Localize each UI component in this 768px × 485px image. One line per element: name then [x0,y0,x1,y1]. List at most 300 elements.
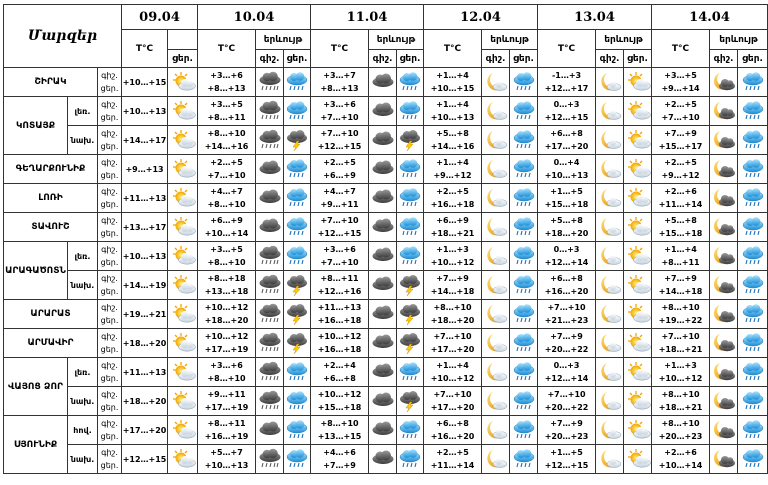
temp-night: +2…+5 [210,158,243,167]
sun-cloud-icon [171,100,195,122]
weather-cell-night [710,213,738,242]
temp-cell [538,155,596,184]
rain-icon [741,187,765,209]
rain-icon [512,216,536,238]
temp-cell [311,329,369,358]
temp-cell [652,184,710,213]
moon-icon [598,187,622,209]
weather-cell-day [624,126,652,155]
temp-day: +8…+10 [207,258,246,267]
temp-day: +16…+19 [204,432,249,441]
rain-icon [398,71,422,93]
temp-night: +7…+9 [550,419,583,428]
cloud-icon [258,158,282,180]
temp-day: +17…+19 [204,345,249,354]
temp-cell [198,242,256,271]
temp-day: +18…+20 [122,396,167,406]
temp-day: +20…+23 [544,432,589,441]
moon-icon [484,71,508,93]
moon-cloud-icon [712,245,736,267]
day-label: ցեր. [100,171,119,180]
cloud-icon [371,245,395,267]
weather-cell-night [482,271,510,300]
temp-cell [652,97,710,126]
weather-cell-day [397,184,424,213]
subregion-label: լեռ. [68,242,98,271]
moon-icon [598,390,622,412]
table-row [4,97,768,126]
region-name: ԼՈՌԻ [4,184,98,213]
sun-cloud-icon [171,274,195,296]
region-name: ՎԱՅՈՑ ՁՈՐ [4,358,68,416]
temp-cell [198,184,256,213]
weather-cell-night [256,155,284,184]
temp-night: +6…+8 [550,129,583,138]
weather-cell-night [710,155,738,184]
temp-night: +2…+5 [664,100,697,109]
temp-cell [424,184,482,213]
temp-cell [652,271,710,300]
sun-cloud-icon [626,332,650,354]
rain-icon [741,390,765,412]
temp-day: +14…+16 [204,142,249,151]
temp-day: +16…+18 [317,345,362,354]
temp-cell [311,97,369,126]
weather-cell-day [738,300,768,329]
day-label: ցեր. [100,403,119,412]
period-labels [98,68,122,97]
sun-cloud-icon [171,419,195,441]
weather-cell-night [369,126,397,155]
cloud-icon [258,216,282,238]
weather-cell-day [284,68,311,97]
weather-cell-day [284,387,311,416]
temp-cell [198,271,256,300]
night-label: գիշ. [101,158,118,167]
temp-day: +10…+14 [658,461,703,470]
thunder-icon [398,303,422,325]
region-name: ԿՈՏԱՅՔ [4,97,68,155]
day-subheader: ցեր. [510,50,538,68]
weather-cell-night [710,97,738,126]
sun-cloud-icon [626,448,650,470]
temp-night: +3…+6 [210,71,243,80]
weather-cell-night [596,68,624,97]
temp-night: +2…+5 [664,158,697,167]
sun-cloud-icon [626,303,650,325]
temp-night: +1…+4 [436,158,469,167]
weather-cell-night [369,155,397,184]
temp-day: +16…+20 [430,432,475,441]
table-row [4,155,768,184]
day-label: ցեր. [100,229,119,238]
temp-cell [122,242,168,271]
weather-cell-night [482,242,510,271]
night-label: գիշ. [101,71,118,80]
temp-night: +8…+18 [207,274,246,283]
date-header-0: 09.04 [122,5,198,30]
rain-icon [285,100,309,122]
temp-cell [424,358,482,387]
weather-cell [168,329,198,358]
temp-night: 0…+3 [553,245,580,254]
cloud-rain-icon [258,448,282,470]
cloud-icon [371,71,395,93]
sun-cloud-icon [626,187,650,209]
temp-day: +11…+13 [122,367,167,377]
rain-icon [398,100,422,122]
temp-night: +7…+9 [550,332,583,341]
weather-cell-night [369,242,397,271]
temp-cell [311,445,369,474]
rain-icon [512,187,536,209]
temp-day: +10…+13 [204,461,249,470]
weather-cell-day [397,68,424,97]
day-label: ցեր. [100,200,119,209]
temp-cell [311,358,369,387]
weather-cell [168,445,198,474]
temp-cell [311,68,369,97]
temp-day: +17…+20 [430,403,475,412]
rain-icon [512,332,536,354]
temp-cell [652,242,710,271]
weather-cell-day [738,445,768,474]
temp-cell [311,387,369,416]
temp-night: +2…+6 [664,448,697,457]
night-label: գիշ. [101,361,118,370]
weather-cell-day [510,300,538,329]
weather-cell-night [596,416,624,445]
temp-day: +18…+20 [204,316,249,325]
temp-day: +18…+21 [658,345,703,354]
temp-day: +14…+19 [122,280,167,290]
moon-icon [598,158,622,180]
weather-cell-day [738,68,768,97]
weather-cell-night [596,358,624,387]
temp-cell [538,358,596,387]
weather-cell [168,242,198,271]
sun-cloud-icon [626,100,650,122]
sun-cloud-icon [171,390,195,412]
weather-cell-day [738,213,768,242]
weather-cell-night [596,97,624,126]
temp-day: +17…+20 [544,142,589,151]
temp-night: +3…+6 [323,245,356,254]
temp-day: +8…+13 [320,84,359,93]
thunder-icon [398,129,422,151]
sun-cloud-icon [626,390,650,412]
rain-icon [285,245,309,267]
temp-cell [198,300,256,329]
rain-icon [512,100,536,122]
weather-cell-night [369,358,397,387]
weather-cell-night [596,126,624,155]
temp-night: +8…+11 [207,419,246,428]
temp-cell [652,155,710,184]
temp-day: +10…+13 [122,251,167,261]
weather-cell-night [596,155,624,184]
temp-night: +3…+6 [323,100,356,109]
temp-cell [424,387,482,416]
temp-cell [424,445,482,474]
weather-cell-day [397,97,424,126]
temp-cell [122,416,168,445]
weather-header: երևույթ [369,30,424,50]
table-row [4,300,768,329]
period-labels [98,329,122,358]
temp-day: +11…+14 [430,461,475,470]
temp-day: +12…+16 [317,287,362,296]
cloud-icon [371,390,395,412]
moon-cloud-icon [712,303,736,325]
temp-cell [122,329,168,358]
night-label: գիշ. [101,419,118,428]
temp-cell [122,68,168,97]
temp-night: +6…+9 [436,216,469,225]
cloud-rain-icon [258,129,282,151]
table-row [4,213,768,242]
temp-day: +20…+23 [658,432,703,441]
temp-day: +19…+21 [122,309,167,319]
weather-cell-day [624,213,652,242]
weather-cell-night [369,68,397,97]
moon-cloud-icon [712,448,736,470]
temp-cell [198,126,256,155]
temp-day: +15…+18 [317,403,362,412]
weather-cell-day [738,358,768,387]
temp-day: +18…+21 [430,229,475,238]
weather-cell-night [482,329,510,358]
weather-cell-day [624,416,652,445]
weather-cell-day [510,184,538,213]
temp-cell [538,97,596,126]
moon-icon [484,158,508,180]
temp-cell [198,155,256,184]
temp-day: +13…+17 [122,222,167,232]
weather-cell-day [624,184,652,213]
day-label: ցեր. [100,374,119,383]
temp-day: +18…+21 [658,403,703,412]
temp-night: +9…+11 [207,390,246,399]
temp-cell [122,126,168,155]
temp-night: 0…+3 [553,361,580,370]
rain-icon [285,158,309,180]
temp-cell [538,329,596,358]
temp-night: +10…+12 [204,332,249,341]
date-header-4: 13.04 [538,5,652,30]
weather-cell-night [482,97,510,126]
weather-cell-day [738,387,768,416]
temp-day: +10…+12 [658,374,703,383]
temp-cell [424,271,482,300]
temp-cell [198,213,256,242]
forecast-table [3,4,768,474]
table-row [4,68,768,97]
moon-cloud-icon [712,187,736,209]
weather-cell-day [284,97,311,126]
cloud-rain-icon [258,361,282,383]
weather-cell-night [710,387,738,416]
temp-day: +10…+15 [430,84,475,93]
temp-day: +8…+13 [207,84,246,93]
temp-day: +11…+13 [122,193,167,203]
subregion-label: նախ. [68,387,98,416]
weather-cell-night [596,300,624,329]
temp-day: +10…+12 [430,258,475,267]
temp-night: +8…+10 [661,419,700,428]
temp-day: +14…+16 [430,142,475,151]
weather-cell-night [482,155,510,184]
sun-cloud-icon [171,303,195,325]
temp-night: +6…+8 [436,419,469,428]
weather-cell-night [710,445,738,474]
moon-cloud-icon [712,71,736,93]
weather-cell-day [624,242,652,271]
temp-cell [424,97,482,126]
rain-icon [285,390,309,412]
temp-header: T°C [311,30,369,68]
temp-cell [652,213,710,242]
weather-cell [168,416,198,445]
weather-cell [168,213,198,242]
temp-night: +8…+10 [661,390,700,399]
weather-cell-night [710,68,738,97]
temp-night: +8…+10 [433,303,472,312]
weather-cell-day [624,300,652,329]
sun-cloud-icon [171,216,195,238]
moon-cloud-icon [712,390,736,412]
weather-cell-night [256,184,284,213]
temp-night: +3…+7 [323,71,356,80]
temp-cell [122,155,168,184]
moon-icon [484,332,508,354]
period-labels [98,445,122,474]
rain-icon [512,274,536,296]
temp-cell [538,445,596,474]
temp-day: +20…+22 [544,345,589,354]
night-subheader: գիշ. [596,50,624,68]
day-subheader: ցեր. [738,50,768,68]
rain-icon [741,361,765,383]
table-row [4,184,768,213]
temp-night: +3…+5 [210,100,243,109]
cloud-rain-icon [258,245,282,267]
weather-cell [168,300,198,329]
period-labels [98,126,122,155]
temp-cell [424,242,482,271]
temp-day: +12…+15 [317,229,362,238]
temp-cell [122,271,168,300]
rain-icon [398,361,422,383]
weather-cell-night [596,213,624,242]
rain-icon [285,361,309,383]
temp-cell [652,445,710,474]
rain-icon [741,129,765,151]
temp-night: +2…+5 [323,158,356,167]
temp-cell [122,300,168,329]
temp-night: +5…+8 [550,216,583,225]
thunder-icon [398,274,422,296]
sun-cloud-icon [171,71,195,93]
empty-cell [168,30,198,50]
weather-cell-day [510,358,538,387]
rain-icon [512,303,536,325]
moon-icon [484,390,508,412]
temp-night: +7…+10 [547,390,586,399]
moon-icon [598,303,622,325]
weather-cell-day [510,97,538,126]
rain-icon [285,216,309,238]
temp-cell [538,68,596,97]
weather-cell-night [256,271,284,300]
temp-day: +17…+20 [430,345,475,354]
moon-cloud-icon [712,274,736,296]
moon-icon [484,303,508,325]
date-header-3: 12.04 [424,5,538,30]
period-labels [98,155,122,184]
cloud-icon [371,187,395,209]
weather-cell [168,184,198,213]
weather-cell-night [369,416,397,445]
weather-cell-day [284,271,311,300]
weather-cell-day [284,242,311,271]
temp-night: +1…+5 [550,187,583,196]
temp-header: T°C [122,30,168,68]
rain-icon [285,71,309,93]
period-labels [98,97,122,126]
weather-cell [168,358,198,387]
cloud-icon [371,100,395,122]
temp-night: +2…+6 [664,187,697,196]
weather-cell-night [710,416,738,445]
moon-icon [598,100,622,122]
weather-cell-day [738,271,768,300]
weather-cell-day [510,126,538,155]
night-subheader: գիշ. [710,50,738,68]
sun-cloud-icon [171,332,195,354]
weather-cell-day [397,242,424,271]
moon-icon [598,129,622,151]
weather-header: երևույթ [482,30,538,50]
temp-day: +13…+18 [204,287,249,296]
cloud-rain-icon [258,274,282,296]
weather-cell-night [596,271,624,300]
temp-cell [424,300,482,329]
moon-icon [598,448,622,470]
weather-cell-night [369,300,397,329]
moon-icon [484,187,508,209]
weather-cell-day [397,213,424,242]
temp-cell [122,184,168,213]
rain-icon [398,245,422,267]
moon-cloud-icon [712,216,736,238]
table-row [4,416,768,445]
temp-cell [122,445,168,474]
rain-icon [512,71,536,93]
weather-cell-day [397,300,424,329]
thunder-icon [285,274,309,296]
rain-icon [512,158,536,180]
rain-icon [512,129,536,151]
rain-icon [741,71,765,93]
rain-icon [512,419,536,441]
temp-cell [424,416,482,445]
temp-cell [311,271,369,300]
thunder-icon [398,332,422,354]
moon-cloud-icon [712,332,736,354]
temp-cell [652,68,710,97]
period-labels [98,358,122,387]
